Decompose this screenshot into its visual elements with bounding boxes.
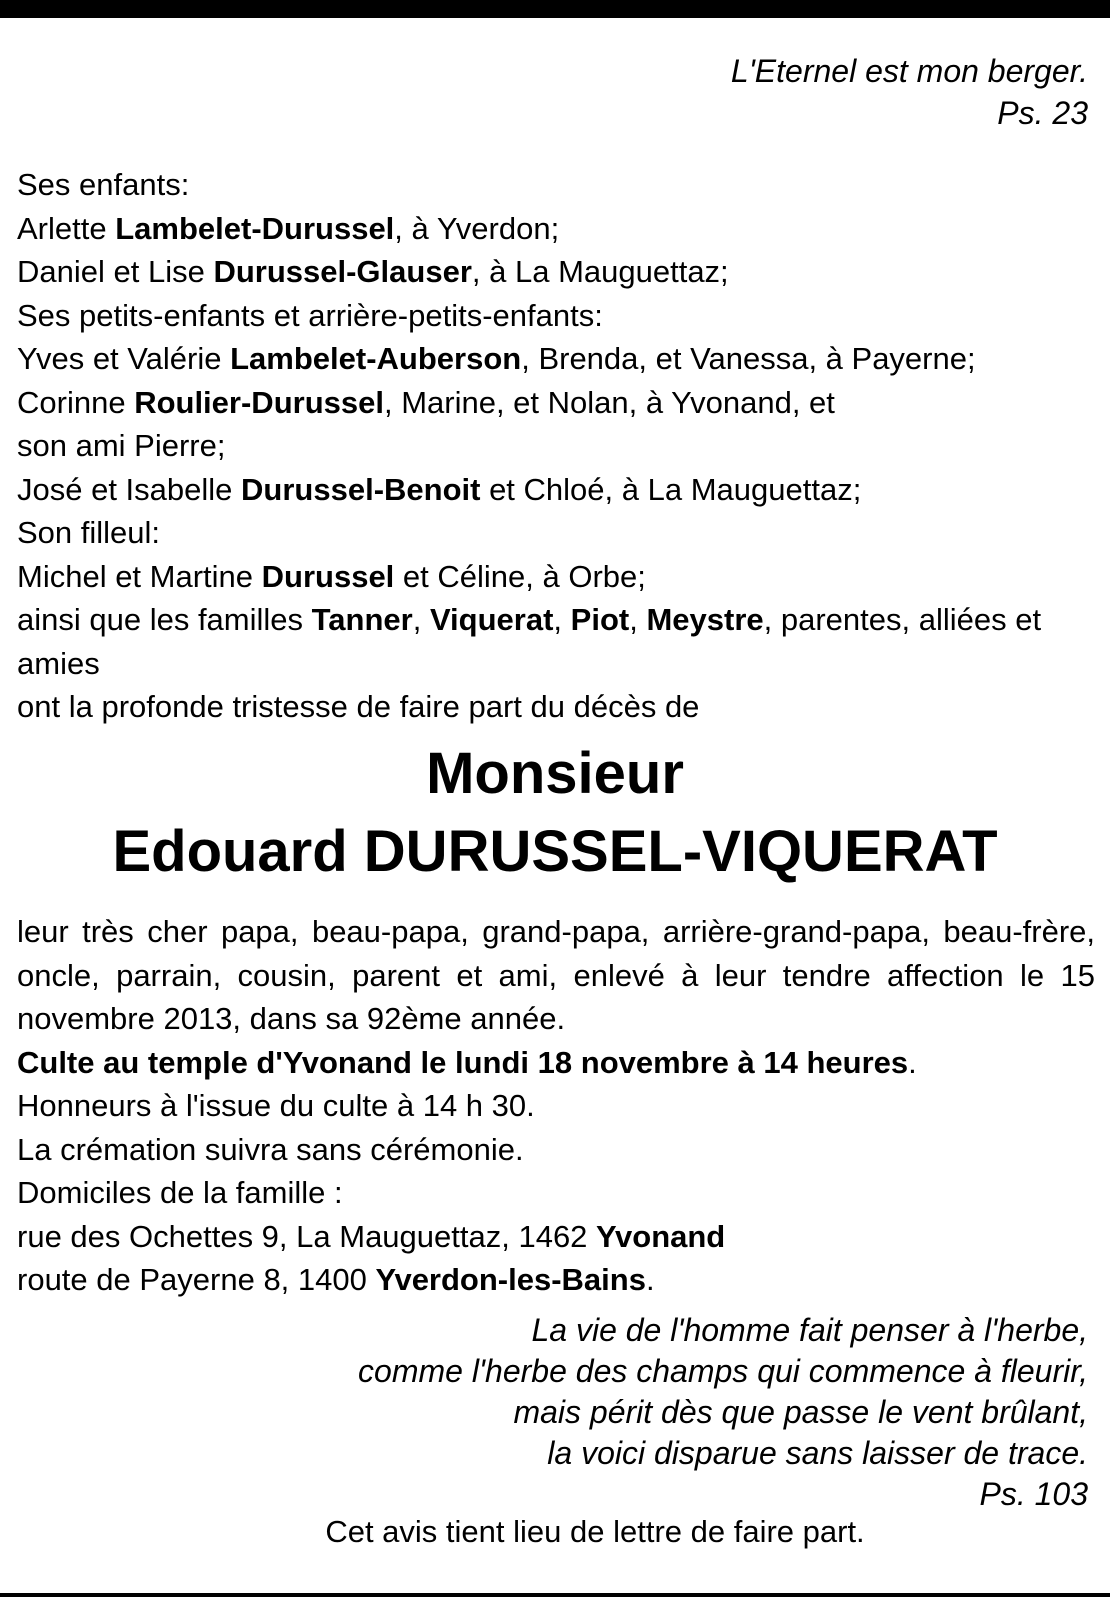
children-heading: Ses enfants: [17,167,190,202]
address-line [17,1258,1095,1302]
grandchild-details: , Brenda, et Vanessa, à Payerne; [521,341,976,376]
deceased-description: leur très cher papa, beau-papa, grand-papa, arrière-grand-papa, beau-frère, oncle, parrain, cousin, parent et ami, enlevé à leur tendre affection le 15 novembre 2013, dans sa 92ème année. [17,914,1095,1036]
child-entry [17,207,1097,251]
grandchild-surname: Lambelet-Auberson [230,341,522,376]
godson-heading: Son filleul: [17,515,161,550]
child-entry [17,250,1097,294]
epigraph-quote: L'Eternel est mon berger. [730,53,1088,89]
separator: , [553,602,571,637]
opening-epigraph [731,50,1088,134]
grandchild-entry [17,381,1097,425]
service-text: Culte au temple d'Yvonand le lundi 18 novembre à 14 heures [17,1044,909,1080]
address-line [17,1215,1095,1259]
grandchild-first-names: Yves et Valérie [17,341,231,376]
family-surname: Tanner [311,602,413,637]
child-surname: Lambelet-Durussel [115,210,395,246]
separator: , [629,602,647,637]
child-location: , à Yverdon; [394,210,560,246]
grandchild-first-names: Corinne [17,384,135,420]
address-city: Yvonand [596,1218,726,1254]
top-border-rule [0,0,1110,18]
family-list [17,163,1097,729]
child-first-names: Daniel et Lise [17,254,214,289]
closing-verse [358,1310,1088,1515]
verse-line: La vie de l'homme fait penser à l'herbe, [531,1312,1088,1348]
grandchild-details: , Marine, et Nolan, à Yvonand, et [383,384,835,420]
grandchildren-heading: Ses petits-enfants et arrière-petits-enfants: [17,297,603,333]
deceased-title: Monsieur [426,741,684,806]
verse-reference: Ps. 103 [979,1476,1088,1512]
address-end: . [645,1262,655,1297]
cremation-text: La crémation suivra sans cérémonie. [17,1131,524,1167]
service-period: . [908,1044,917,1080]
families-entry [17,598,1097,685]
service-announcement [17,1041,1095,1085]
grandchild-surname: Durussel-Benoit [241,471,481,507]
child-location: , à La Mauguettaz; [471,254,729,289]
grandchild-first-names: José et Isabelle [17,471,242,507]
godson-details: et Céline, à Orbe; [394,558,646,594]
families-intro: ainsi que les familles [17,602,312,637]
deceased-name: Edouard DURUSSEL-VIQUERAT [112,819,998,884]
domiciles-heading: Domiciles de la famille : [17,1175,343,1210]
godson-surname: Durussel [261,558,395,594]
grandchild-entry-continued: son ami Pierre; [17,428,226,463]
obituary-details [17,910,1095,1302]
family-surname: Piot [570,602,630,637]
family-surname: Viquerat [429,602,554,637]
honours-text: Honneurs à l'issue du culte à 14 h 30. [17,1088,535,1123]
godson-first-names: Michel et Martine [17,558,262,594]
child-surname: Durussel-Glauser [213,254,472,289]
verse-line: comme l'herbe des champs qui commence à fleurir, [358,1353,1088,1389]
epigraph-reference: Ps. 23 [997,95,1088,131]
grandchild-entry [17,468,1097,512]
grandchild-surname: Roulier-Durussel [134,384,384,420]
child-first-names: Arlette [17,210,116,246]
notice-footer: Cet avis tient lieu de lettre de faire part. [325,1514,865,1549]
grandchild-details: et Chloé, à La Mauguettaz; [480,471,862,507]
announcement-text: ont la profonde tristesse de faire part du décès de [17,689,700,724]
deceased-headline [0,735,1110,891]
address-street: route de Payerne 8, 1400 [17,1262,376,1297]
families-relation: , parentes, alliées et amies [17,602,1042,681]
family-surname: Meystre [646,602,764,637]
godson-entry [17,555,1097,599]
verse-line: la voici disparue sans laisser de trace. [547,1435,1088,1471]
grandchild-entry [17,337,1097,381]
verse-line: mais périt dès que passe le vent brûlant, [513,1394,1088,1430]
bottom-border-rule [0,1593,1110,1597]
address-street: rue des Ochettes 9, La Mauguettaz, 1462 [17,1218,597,1254]
address-city: Yverdon-les-Bains [375,1262,646,1297]
separator: , [412,602,430,637]
